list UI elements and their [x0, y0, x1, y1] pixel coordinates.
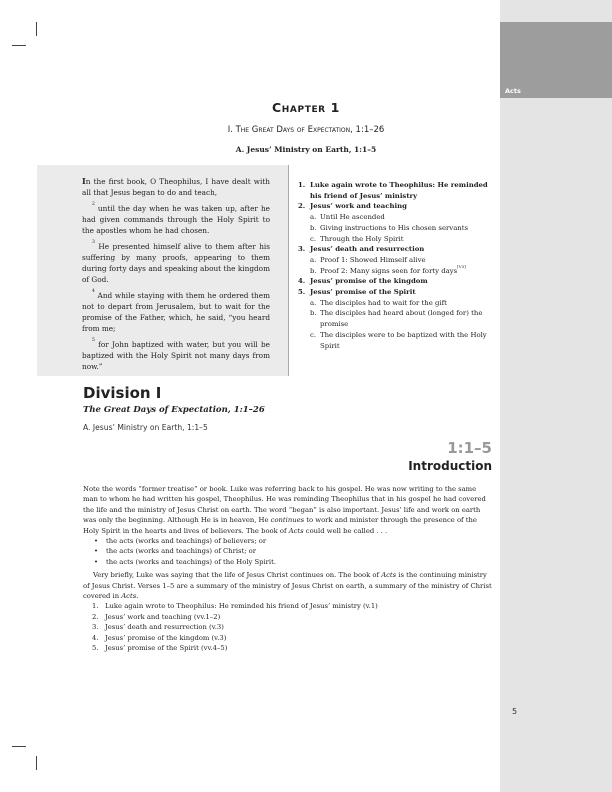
page-number: 5	[512, 707, 518, 716]
crop-mark	[12, 45, 26, 46]
paragraph: Note the words “former treatise” or book. Luke was referring back to his gospel. He was now writing to the same man to whom he had written his gospel, Theophilus. He was reminding Theophilus that in his gospel he had covered the life and the ministry of Jesus Christ on earth. The word “began” is also important. Jesus’ life and work on earth was only the beginning. Although He is in heaven, He continues to work and minister through the presence of the Holy Spirit in the hearts and lives of believers. The book of Acts could well be called . . .	[83, 485, 486, 535]
verse-number: 4	[92, 289, 95, 294]
division-subtitle: The Great Days of Expectation, 1:1–26	[83, 405, 265, 415]
outline-subitem: a. Proof 1: Showed Himself alive	[310, 255, 426, 264]
verse-3	[82, 241, 270, 285]
subsection-title: A. Jesus’ Ministry on Earth, 1:1–5	[235, 145, 377, 154]
list-item: 2. Jesus’ work and teaching (vv.1–2)	[92, 612, 221, 621]
outline-subitem: b. Giving instructions to His chosen servants	[310, 223, 469, 232]
outline-item: 4. Jesus’ promise of the kingdom	[298, 277, 428, 286]
verse-number: 3	[92, 240, 95, 245]
verse-number: 5	[92, 338, 95, 343]
verse-2	[82, 203, 270, 236]
list-item: • the acts (works and teachings) of believers; or	[94, 537, 267, 546]
column-divider	[288, 165, 289, 376]
passage-heading: Introduction	[408, 459, 492, 473]
outline-list	[298, 180, 493, 351]
verse-text: And while staying with them he ordered them not to depart from Jerusalem, but to wait for the promise of the Father, which, he said, “you heard from me;	[82, 291, 270, 333]
book-tab-label: Acts	[505, 87, 521, 95]
outline-subitem: c. The disciples were to be baptized with the Holy Spirit	[310, 330, 487, 350]
numbered-list	[83, 601, 493, 653]
outline-subitem: b. The disciples had heard about (longed for) the promise	[310, 309, 483, 329]
list-item: 1. Luke again wrote to Theophilus: He reminded his friend of Jesus’ ministry (v.1)	[92, 602, 378, 611]
section-title: I. The Great Days of Expectation, 1:1–26	[227, 125, 385, 135]
footnote-marker: [V3]	[457, 263, 466, 269]
crop-mark	[36, 756, 37, 770]
thumb-tab-bar	[500, 0, 612, 792]
outline-item: 3. Jesus’ death and resurrection	[298, 245, 425, 254]
list-item: 4. Jesus’ promise of the kingdom (v.3)	[92, 633, 227, 642]
verse-initial: I	[82, 176, 86, 186]
outline-subitem: a. Until He ascended	[310, 213, 385, 222]
crop-mark	[36, 22, 37, 36]
list-item: • the acts (works and teachings) of the Holy Spirit.	[94, 557, 276, 566]
passage-reference: 1:1–5	[447, 439, 492, 457]
bullet-list	[83, 536, 493, 567]
verse-4	[82, 290, 270, 334]
crop-mark	[12, 746, 26, 747]
verse-text: for John baptized with water, but you will be baptized with the Holy Spirit not many days from now.”	[82, 340, 270, 371]
verse-5	[82, 339, 270, 372]
division-title: Division I	[83, 384, 162, 402]
verse-number: 2	[92, 202, 95, 207]
division-subsection: A. Jesus’ Ministry on Earth, 1:1–5	[83, 423, 208, 432]
bullet-icon: •	[94, 547, 99, 556]
outline-subitem: c. Through the Holy Spirit	[310, 234, 404, 243]
verse-1	[82, 176, 270, 198]
list-item: • the acts (works and teachings) of Christ; or	[94, 547, 257, 556]
verse-text: until the day when he was taken up, after he had given commands through the Holy Spirit to the apostles whom he had chosen.	[82, 204, 270, 235]
list-item: 3. Jesus’ death and resurrection (v.3)	[92, 623, 224, 632]
list-item: 5. Jesus’ promise of the Spirit (vv.4–5)	[92, 644, 228, 653]
outline-item: 5. Jesus’ promise of the Spirit	[298, 288, 416, 297]
commentary-body	[83, 484, 493, 654]
verse-text: n the first book, O Theophilus, I have dealt with all that Jesus began to do and teach,	[82, 177, 270, 197]
outline-item: 1. Luke again wrote to Theophilus: He reminded his friend of Jesus’ ministry	[298, 181, 488, 200]
chapter-title: Chapter 1	[272, 100, 340, 115]
scripture-text	[82, 176, 270, 377]
outline-item: 2. Jesus’ work and teaching	[298, 202, 407, 211]
outline-subitem: b. Proof 2: Many signs seen for forty days[V3]	[310, 263, 466, 275]
bullet-icon: •	[94, 537, 99, 546]
paragraph: Very briefly, Luke was saying that the life of Jesus Christ continues on. The book of Acts is the continuing ministry of Jesus Christ. Verses 1–5 are a summary of the ministry of Jesus Christ on earth, a summary of the ministry of Christ covered in Acts.	[83, 571, 492, 601]
bullet-icon: •	[94, 557, 99, 566]
outline-subitem: a. The disciples had to wait for the gift	[310, 298, 447, 307]
verse-text: He presented himself alive to them after his suffering by many proofs, appearing to them during forty days and speaking about the kingdom of God.	[82, 242, 270, 284]
